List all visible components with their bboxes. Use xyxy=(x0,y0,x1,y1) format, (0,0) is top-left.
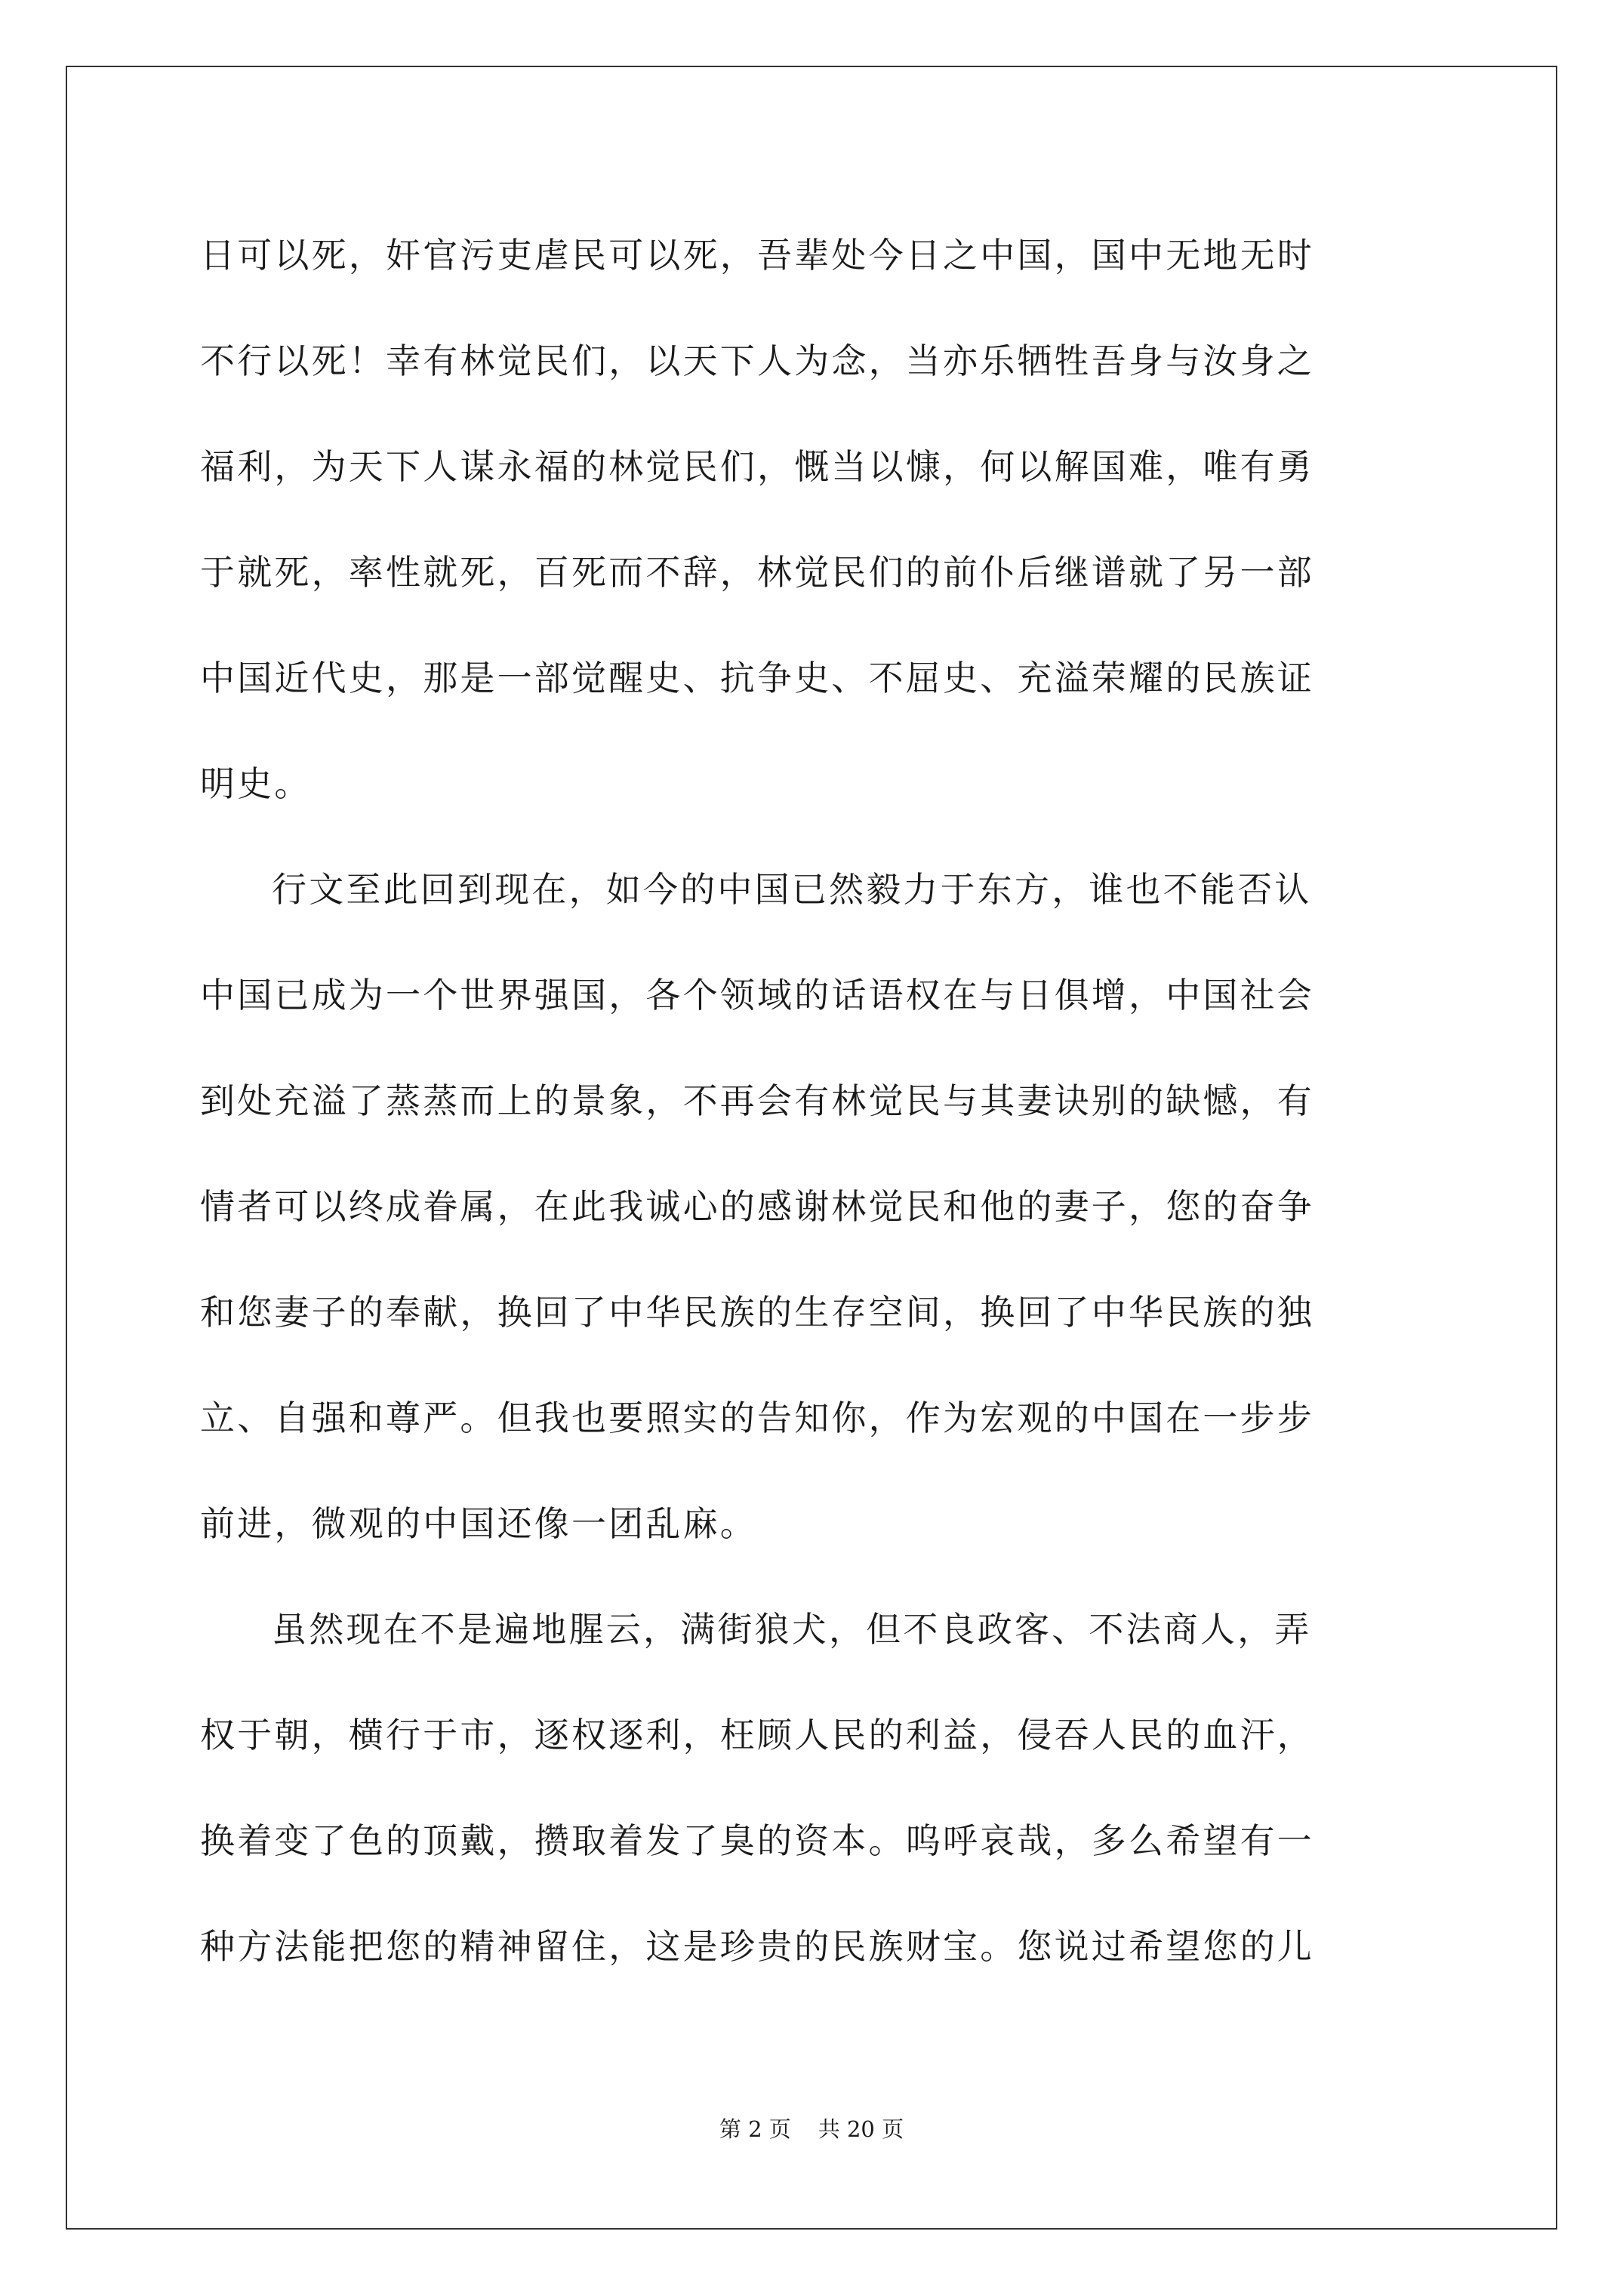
text-line: 到处充溢了蒸蒸而上的景象，不再会有林觉民与其妻诀别的缺憾，有 xyxy=(200,1080,1314,1121)
text-line: 换着变了色的顶戴，攒取着发了臭的资本。呜呼哀哉，多么希望有一 xyxy=(200,1820,1314,1861)
text-line: 中国已成为一个世界强国，各个领域的话语权在与日俱增，中国社会 xyxy=(200,975,1314,1015)
paragraph-3 xyxy=(200,1576,1431,1999)
text-line: 于就死，率性就死，百死而不辞，林觉民们的前仆后继谱就了另一部 xyxy=(200,552,1314,593)
text-line: 明史。 xyxy=(200,763,312,804)
text-line: 和您妻子的奉献，换回了中华民族的生存空间，换回了中华民族的独 xyxy=(200,1292,1314,1333)
document-body xyxy=(200,202,1431,1999)
page-total: 共 20 页 xyxy=(818,2116,904,2142)
text-line: 行文至此回到现在，如今的中国已然毅力于东方，谁也不能否认 xyxy=(272,869,1312,910)
text-line: 权于朝，横行于市，逐权逐利，枉顾人民的利益，侵吞人民的血汗， xyxy=(200,1715,1314,1755)
text-line: 种方法能把您的精神留住，这是珍贵的民族财宝。您说过希望您的儿 xyxy=(200,1926,1314,1967)
text-line: 虽然现在不是遍地腥云，满街狼犬，但不良政客、不法商人，弄 xyxy=(272,1609,1312,1650)
page-footer xyxy=(0,2114,1623,2144)
text-line: 前进，微观的中国还像一团乱麻。 xyxy=(200,1503,757,1544)
text-line: 情者可以终成眷属，在此我诚心的感谢林觉民和他的妻子，您的奋争 xyxy=(200,1186,1314,1227)
text-line: 立、自强和尊严。但我也要照实的告知你，作为宏观的中国在一步步 xyxy=(200,1398,1314,1438)
paragraph-2 xyxy=(200,837,1431,1576)
text-line: 中国近代史，那是一部觉醒史、抗争史、不屈史、充溢荣耀的民族证 xyxy=(200,658,1314,698)
text-line: 不行以死！幸有林觉民们，以天下人为念，当亦乐牺牲吾身与汝身之 xyxy=(200,341,1314,381)
text-line: 日可以死，奸官污吏虐民可以死，吾辈处今日之中国，国中无地无时 xyxy=(200,235,1314,276)
page-number: 第 2 页 xyxy=(719,2116,791,2142)
paragraph-1 xyxy=(200,202,1431,837)
text-line: 福利，为天下人谋永福的林觉民们，慨当以慷，何以解国难，唯有勇 xyxy=(200,446,1314,487)
